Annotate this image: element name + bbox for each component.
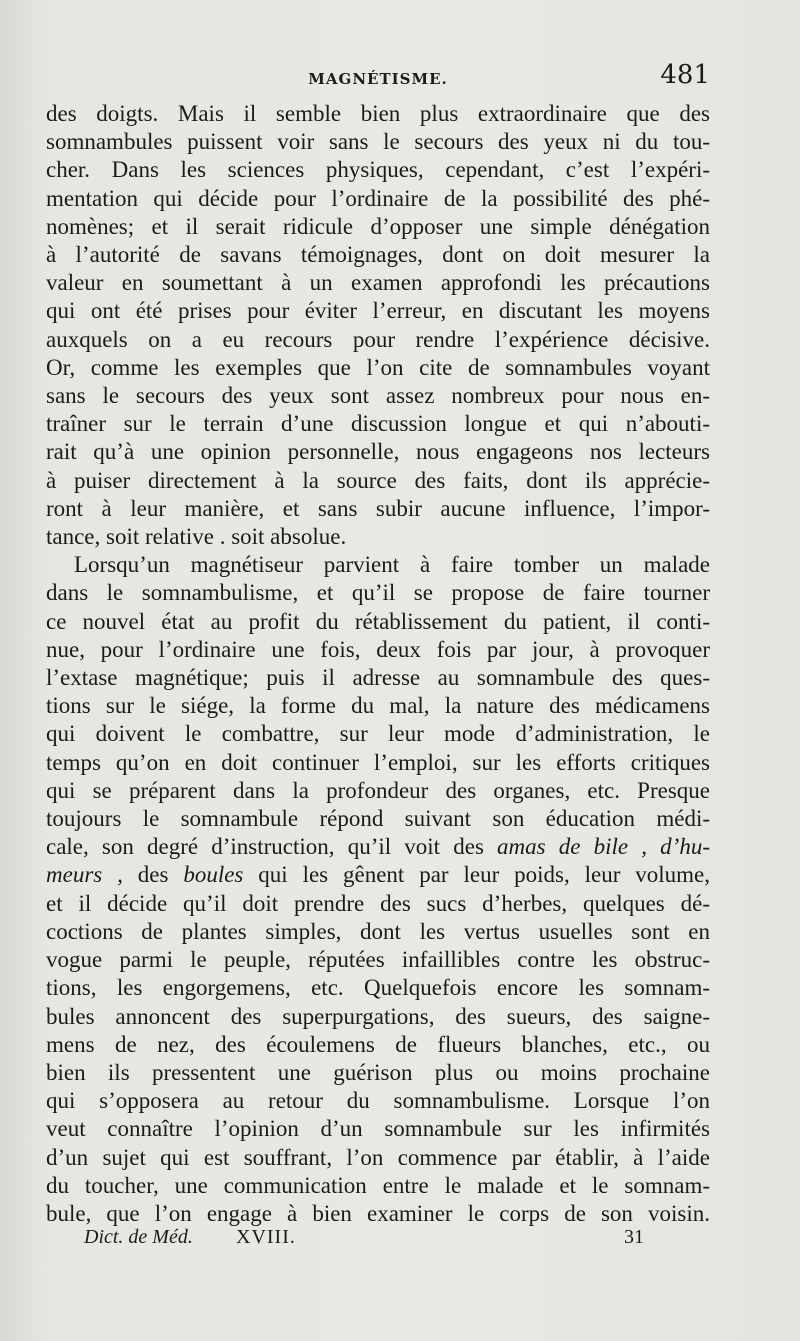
- text-line: [46, 636, 710, 664]
- text-line: [46, 382, 710, 410]
- text-line: [46, 1172, 710, 1200]
- text-line: [46, 410, 710, 438]
- text-segment: et il décide qu’il doit prendre des sucs d’herbes, quelques dé-: [46, 890, 710, 916]
- text-line: [46, 692, 710, 720]
- italic-text: boules: [183, 862, 244, 888]
- text-segment: Lorsqu’un magnétiseur parvient à faire tomber un malade: [74, 552, 710, 578]
- text-line: [46, 297, 710, 325]
- text-line: [46, 551, 710, 579]
- text-segment: mentation qui décide pour l’ordinaire de la possibilité des phé-: [46, 185, 710, 211]
- text-segment: traîner sur le terrain d’une discussion longue et qui n’abouti-: [46, 411, 710, 437]
- text-segment: bien ils pressentent une guérison plus ou moins prochaine: [46, 1059, 710, 1085]
- text-line: [46, 269, 710, 297]
- italic-text: meurs ,: [46, 862, 123, 888]
- text-line: [46, 918, 710, 946]
- text-segment: qui les gênent par leur poids, leur volume,: [243, 862, 710, 888]
- text-segment: sans le secours des yeux sont assez nombreux pour nous en-: [46, 383, 710, 409]
- text-segment: qui se préparent dans la profondeur des organes, etc. Presque: [46, 777, 710, 803]
- text-line: [46, 720, 710, 748]
- text-segment: des doigts. Mais il semble bien plus extraordinaire que des: [46, 101, 710, 126]
- text-segment: ront à leur manière, et sans subir aucune influence, l’impor-: [46, 495, 710, 521]
- text-segment: tions sur le siége, la forme du mal, la nature des médicamens: [46, 693, 710, 719]
- text-line: [46, 185, 710, 213]
- text-segment: rait qu’à une opinion personnelle, nous engageons nos lecteurs: [46, 439, 710, 465]
- text-line: [46, 749, 710, 777]
- text-line: [46, 579, 710, 607]
- text-line: [46, 664, 710, 692]
- body-text: [46, 100, 710, 1228]
- text-segment: vogue parmi le peuple, réputées infaillibles contre les obstruc-: [46, 947, 710, 973]
- text-line: [46, 1087, 710, 1115]
- text-segment: temps qu’on en doit continuer l’emploi, sur les efforts critiques: [46, 749, 710, 775]
- text-segment: coctions de plantes simples, dont les vertus usuelles sont en: [46, 918, 710, 944]
- signature-mark: Dict. de Méd.: [84, 1226, 193, 1248]
- text-segment: tance, soit relative . soit absolue.: [46, 524, 347, 550]
- text-segment: qui doivent le combattre, sur leur mode d’administration, le: [46, 721, 710, 747]
- text-segment: qui ont été prises pour éviter l’erreur, en discutant les moyens: [46, 298, 710, 324]
- text-line: [46, 861, 710, 889]
- text-segment: Or, comme les exemples que l’on cite de somnambules voyant: [46, 354, 710, 380]
- text-line: [46, 467, 710, 495]
- text-line: [46, 495, 710, 523]
- text-line: [46, 1144, 710, 1172]
- page-number: 481: [660, 60, 710, 90]
- text-segment: cher. Dans les sciences physiques, cependant, c’est l’expéri-: [46, 157, 710, 183]
- text-segment: auxquels on a eu recours pour rendre l’expérience décisive.: [46, 326, 710, 352]
- text-line: [46, 438, 710, 466]
- volume-number: XVIII.: [236, 1226, 296, 1248]
- text-segment: ce nouvel état au profit du rétablissement du patient, il conti-: [46, 608, 710, 634]
- text-segment: bules annoncent des superpurgations, des sueurs, des saigne-: [46, 1003, 710, 1029]
- text-segment: des: [122, 862, 184, 888]
- text-line: [46, 1115, 710, 1143]
- text-segment: tions, les engorgemens, etc. Quelquefois encore les somnam-: [46, 975, 710, 1001]
- text-line: [46, 805, 710, 833]
- text-line: [46, 100, 710, 128]
- text-segment: bule, que l’on engage à bien examiner le corps de son voisin.: [46, 1200, 710, 1226]
- text-segment: qui s’opposera au retour du somnambulisme. Lorsque l’on: [46, 1088, 710, 1114]
- text-segment: cale, son degré d’instruction, qu’il voit des: [46, 834, 498, 860]
- text-segment: valeur en soumettant à un examen approfondi les précautions: [46, 270, 710, 296]
- text-line: [46, 241, 710, 269]
- text-line: [46, 1200, 710, 1228]
- sheet-number: 31: [624, 1226, 644, 1248]
- text-line: [46, 1031, 710, 1059]
- text-segment: nomènes; et il serait ridicule d’opposer une simple dénégation: [46, 213, 710, 239]
- text-segment: l’extase magnétique; puis il adresse au somnambule des ques-: [46, 665, 710, 691]
- text-line: [46, 777, 710, 805]
- text-segment: somnambules puissent voir sans le secours des yeux ni du tou-: [46, 129, 710, 155]
- text-segment: dans le somnambulisme, et qu’il se propose de faire tourner: [46, 580, 710, 606]
- text-segment: toujours le somnambule répond suivant son éducation médi-: [46, 806, 710, 832]
- text-line: [46, 1003, 710, 1031]
- text-line: [46, 326, 710, 354]
- text-segment: du toucher, une communication entre le malade et le somnam-: [46, 1172, 710, 1198]
- text-line: [46, 156, 710, 184]
- text-segment: nue, pour l’ordinaire une fois, deux fois par jour, à provoquer: [46, 636, 710, 662]
- text-line: [46, 523, 710, 551]
- italic-text: amas de bile , d’hu-: [497, 834, 710, 860]
- page-header: [46, 60, 710, 100]
- text-segment: d’un sujet qui est souffrant, l’on commence par établir, à l’aide: [46, 1144, 710, 1170]
- text-line: [46, 128, 710, 156]
- text-line: [46, 890, 710, 918]
- text-line: [46, 974, 710, 1002]
- text-segment: à l’autorité de savans témoignages, dont on doit mesurer la: [46, 242, 710, 268]
- text-line: [46, 1059, 710, 1087]
- text-line: [46, 213, 710, 241]
- text-segment: mens de nez, des écoulemens de flueurs blanches, etc., ou: [46, 1031, 710, 1057]
- text-line: [46, 946, 710, 974]
- text-line: [46, 608, 710, 636]
- text-line: [46, 354, 710, 382]
- text-segment: veut connaître l’opinion d’un somnambule sur les infirmités: [46, 1116, 710, 1142]
- running-title: MAGNÉTISME.: [308, 70, 448, 88]
- page-footer: [84, 1226, 644, 1254]
- text-line: [46, 833, 710, 861]
- text-segment: à puiser directement à la source des faits, dont ils apprécie-: [46, 467, 710, 493]
